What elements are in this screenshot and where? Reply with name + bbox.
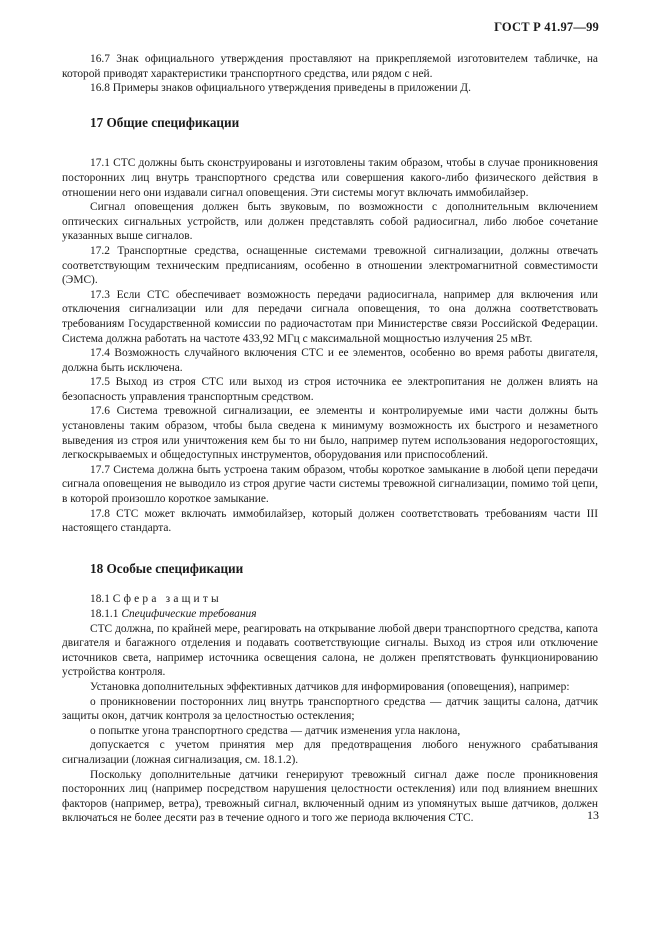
paragraph-17-4: 17.4 Возможность случайного включения СТС и ее элементов, особенно во время работы двигателя, должна быть исключена. [62,347,598,374]
section-heading-18: 18 Особые спецификации [90,560,244,576]
page-number: 13 [587,808,599,822]
paragraph-17-2: 17.2 Транспортные средства, оснащенные системами тревожной сигнализации, должны отвечать соответствующим техническим предписаниям, особенно в отношении электромагнитной совместимости (ЭМС). [62,244,598,287]
document-id: ГОСТ Р 41.97—99 [494,20,599,34]
page-content [62,52,598,826]
subsection-18-1 [62,592,598,607]
paragraph-17-6: 17.6 Система тревожной сигнализации, ее элементы и контролируемые ими части должны быть установлены таким образом, чтобы была сведена к минимуму возможность их быстрого и незаметного выведения из строя или уничтожения кем бы то ни было, например путем использования недорогостоящих, легкоскрываемых и общедоступных инструментов, оборудования или приспособлений. [62,405,598,462]
paragraph-18-b: Установка дополнительных эффективных датчиков для информирования (оповещения), например: [90,680,570,693]
paragraph-18-e: допускается с учетом принятия мер для предотвращения любого ненужного срабатывания сигнализации (ложная сигнализация, см. 18.1.2). [62,739,598,766]
paragraph-18-f: Поскольку дополнительные датчики генерируют тревожный сигнал даже после проникновения посторонних лиц (например посредством нарушения целостности остекления) или под влиянием внешних факторов (например, ветра), тревожный сигнал, включенный одним из упомянутых выше датчиков, должен включаться не более десяти раз в течение одного и того же периода включения СТС. [62,768,598,825]
subsection-18-1-1 [62,607,598,622]
paragraph-16-7: 16.7 Знак официального утверждения проставляют на прикрепляемой изготовителем табличке, на которой приводят характеристики транспортного средства, или рядом с ней. [62,53,598,80]
paragraph-17-8: 17.8 СТС может включать иммобилайзер, который должен соответствовать требованиям части III настоящего стандарта. [62,507,598,535]
paragraph-17-3: 17.3 Если СТС обеспечивает возможность передачи радиосигнала, например для включения или отключения сигнализации или для передачи сигнала оповещения, то она должна соответствовать требованиям Государственной комиссии по радиочастотам при Министерстве связи Российской Федерации. Система должна работать на частоте 433,92 МГц с максимальной мощностью излучения 25 мВт. [62,288,598,345]
paragraph-17-7: 17.7 Система должна быть устроена таким образом, чтобы короткое замыкание в любой цепи передачи сигнала оповещения не выводило из строя другие части системы тревожной сигнализации, помимо той цепи, в которой произошло короткое замыкание. [62,463,598,506]
paragraph-18-a: СТС должна, по крайней мере, реагировать на открывание любой двери транспортного средства, капота двигателя и багажного отделения и подавать соответствующие сигналы. Выход из строя или отключение источников света, например источника освещения салона, не должен препятствовать функционированию устройства контроля. [62,622,598,679]
paragraph-17-1: 17.1 СТС должны быть сконструированы и изготовлены таким образом, чтобы в случае проникновения посторонних лиц внутрь транспортного средства или совершения какого-либо физического действия в отношении него они издавали сигнал оповещения. Эти системы могут включать иммобилайзер. [62,157,598,199]
subsection-18-1-number: 18.1 [90,593,110,606]
paragraph-16-8: 16.8 Примеры знаков официального утверждения приведены в приложении Д. [90,82,471,95]
paragraph-17-5: 17.5 Выход из строя СТС или выход из строя источника ее электропитания не должен влиять на безопасность управления транспортным средством. [62,376,598,403]
paragraph-18-d: о попытке угона транспортного средства — датчик изменения угла наклона, [90,724,461,737]
subsection-18-1-1-title: Специфические требования [121,608,257,620]
subsection-18-1-title: Сфера защиты [112,593,222,606]
paragraph-18-c: о проникновении посторонних лиц внутрь транспортного средства — датчик защиты салона, датчик защиты окон, датчик контроля за целостностью остекления; [62,695,598,723]
paragraph-17-1-continued: Сигнал оповещения должен быть звуковым, по возможности с дополнительным включением оптических сигнальных устройств, или должен представлять собой радиосигнал, либо любое сочетание указанных выше сигналов. [62,201,598,243]
section-heading-17: 17 Общие спецификации [90,114,240,130]
subsection-18-1-1-number: 18.1.1 [90,608,119,620]
